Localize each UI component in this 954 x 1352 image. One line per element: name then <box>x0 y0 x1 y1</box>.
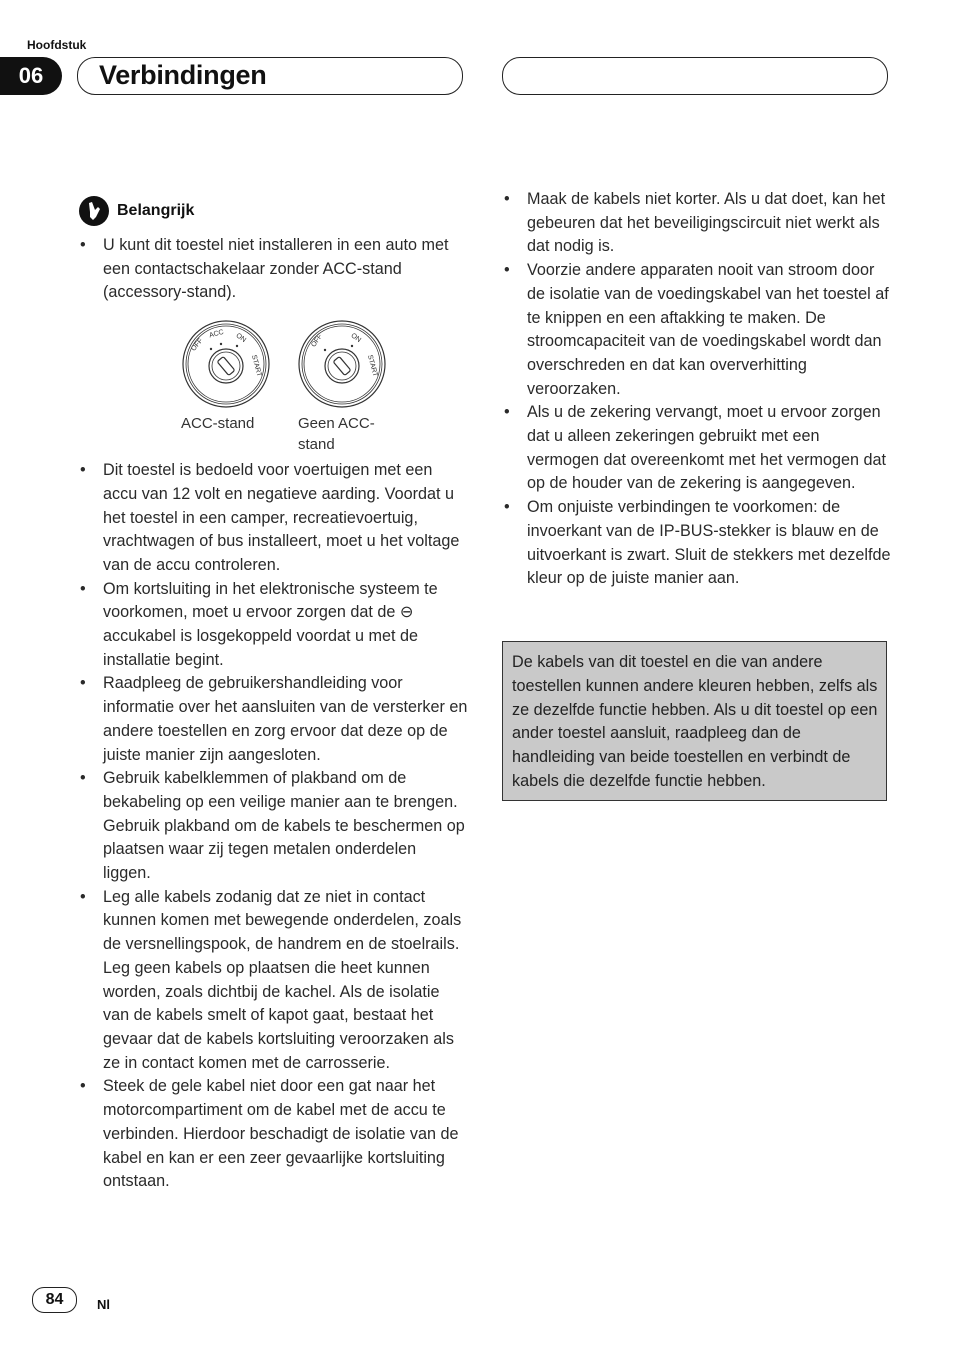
important-heading <box>78 196 468 226</box>
no-acc-ignition-switch-diagram <box>297 319 387 409</box>
list-item: • Leg alle kabels zodanig dat ze niet in contact kunnen komen met bewegende onderdelen, zoals de versnellingspook, de handrem en de stoelrails. Leg geen kabels op plaatsen die heet kunnen worden, zoals dichtbij de kachel. Als de isolatie van de kabels smelt of kapot gaat, bestaat het gevaar dat de kabels kortsluiting veroorzaken als ze in contact komen met de carrosserie. <box>78 886 468 1076</box>
list-item: • Dit toestel is bedoeld voor voertuigen met een accu van 12 volt en negatieve aarding. Voordat u het toestel in een camper, recreatievoertuig, vrachtwagen of bus installeert, moet u het voltage van de accu controleren. <box>78 459 468 578</box>
title-frame <box>77 57 463 95</box>
left-column <box>78 196 468 1194</box>
dial-label: START <box>365 354 379 378</box>
ignition-switch-figure <box>78 305 468 459</box>
dial-label: OFF <box>190 337 205 353</box>
important-label: Belangrijk <box>117 202 195 220</box>
dial-label: ON <box>234 332 248 345</box>
list-item: • Raadpleeg de gebruikershandleiding voor informatie over het aansluiten van de versterker en andere toestellen en zorg ervoor dat deze op de juiste manier zijn aangesloten. <box>78 672 468 767</box>
dial-label: OFF <box>310 333 325 349</box>
list-item: • Maak de kabels niet korter. Als u dat doet, kan het gebeuren dat het beveiligingscircuit niet werkt als dat nodig is. <box>502 188 894 259</box>
right-column <box>502 188 894 591</box>
left-bullet-list <box>78 459 468 1194</box>
acc-ignition-switch-diagram <box>181 319 271 409</box>
important-hand-icon <box>78 195 110 227</box>
list-item: • Om onjuiste verbindingen te voorkomen: de invoerkant van de IP-BUS-stekker is blauw en de uitvoerkant is zwart. Sluit de stekkers met dezelfde kleur op de juiste manier aan. <box>502 496 894 591</box>
list-item: • Om kortsluiting in het elektronische systeem te voorkomen, moet u ervoor zorgen dat de ⊖ accukabel is losgekoppeld voordat u met de installatie begint. <box>78 578 468 673</box>
figure-caption-acc: ACC-stand <box>181 415 255 433</box>
chapter-label: Hoofdstuk <box>27 38 87 52</box>
list-item: • U kunt dit toestel niet installeren in een auto met een contactschakelaar zonder ACC-stand (accessory-stand). <box>78 234 468 305</box>
note-box: De kabels van dit toestel en die van andere toestellen kunnen andere kleuren hebben, zelfs als ze dezelfde functie hebben. Als u dit toestel op een ander toestel aansluit, raadpleeg dan de handleiding van beide toestellen en verbindt de kabels die dezelfde functie hebben. <box>502 641 887 801</box>
page-title: Verbindingen <box>99 60 267 90</box>
dial-label: ACC <box>208 328 225 340</box>
list-item: • Voorzie andere apparaten nooit van stroom door de isolatie van de voedingskabel van het toestel af te knippen en een aftakking te maken. De stroomcapaciteit van de voedingskabel wordt dan overschreden en dat kan oververhitting veroorzaken. <box>502 259 894 401</box>
dial-label: ON <box>349 332 363 345</box>
section-frame-empty <box>502 57 888 95</box>
figure-caption-no-acc: Geen ACC-stand <box>298 415 375 454</box>
intro-list <box>78 234 468 305</box>
list-item: • Gebruik kabelklemmen of plakband om de bekabeling op een veilige manier aan te brengen. Gebruik plakband om de kabels te beschermen op plaatsen waar zij tegen metalen onderdelen liggen. <box>78 767 468 886</box>
language-code: Nl <box>97 1297 110 1312</box>
dial-label: START <box>249 354 263 378</box>
right-bullet-list <box>502 188 894 591</box>
page-number: 84 <box>32 1287 77 1313</box>
chapter-number-tab: 06 <box>0 57 62 95</box>
list-item: • Steek de gele kabel niet door een gat naar het motorcompartiment om de kabel met de accu te verbinden. Hierdoor beschadigt de isolatie van de kabel en kan er een zeer gevaarlijke kortsluiting ontstaan. <box>78 1075 468 1194</box>
list-item: • Als u de zekering vervangt, moet u ervoor zorgen dat u alleen zekeringen gebruikt met een vermogen dat overeenkomt met het vermogen dat op de houder van de zekering is aangegeven. <box>502 401 894 496</box>
